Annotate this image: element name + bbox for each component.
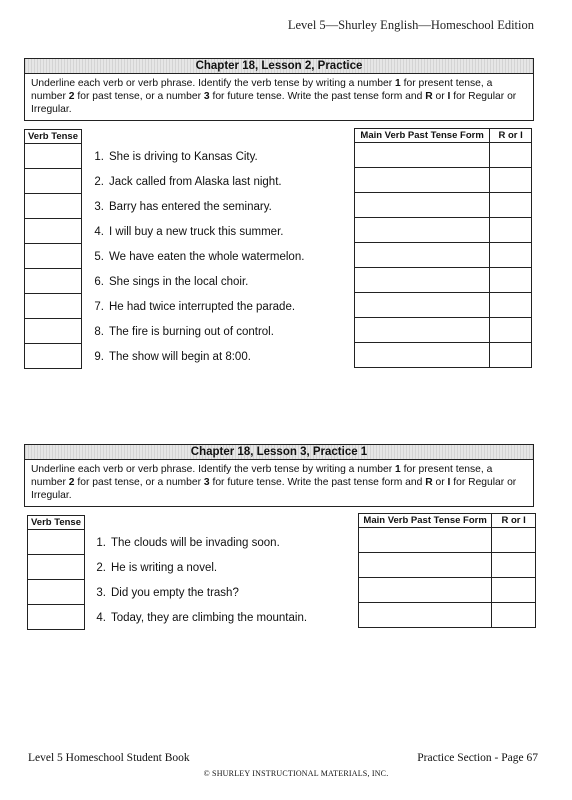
main-verb-cell[interactable] [355,243,490,268]
practice-title: Chapter 18, Lesson 3, Practice 1 [24,444,534,460]
main-verb-cell[interactable] [355,268,490,293]
verb-tense-cell[interactable] [28,580,85,605]
verb-tense-cell[interactable] [25,269,82,294]
footer-page-number: Practice Section - Page 67 [417,752,538,764]
r-or-i-cell[interactable] [490,168,532,193]
list-item: 9. The show will begin at 8:00. [94,350,251,363]
footer-book-title: Level 5 Homeschool Student Book [28,752,190,764]
past-tense-table [358,513,536,628]
r-or-i-cell[interactable] [492,603,536,628]
sentence-list [88,144,304,369]
verb-tense-cell[interactable] [25,169,82,194]
list-item: 5. We have eaten the whole watermelon. [94,250,305,263]
verb-tense-cell[interactable] [28,555,85,580]
verb-tense-cell[interactable] [28,605,85,630]
r-or-i-cell[interactable] [492,528,536,553]
main-verb-header: Main Verb Past Tense Form [359,514,492,528]
list-item: 7. He had twice interrupted the parade. [94,300,296,313]
verb-tense-cell[interactable] [28,530,85,555]
copyright-notice: © SHURLEY INSTRUCTIONAL MATERIALS, INC. [203,769,389,778]
list-item: 4. Today, they are climbing the mountain. [96,611,308,624]
verb-tense-cell[interactable] [25,194,82,219]
practice-instructions: Underline each verb or verb phrase. Identify the verb tense by writing a number 1 for present tense, a number 2 for past tense, or a number 3 for future tense. Write the past tense form and R or I for Regular or Irregular. [24,74,534,121]
main-verb-cell[interactable] [355,193,490,218]
main-verb-header: Main Verb Past Tense Form [355,129,490,143]
main-verb-cell[interactable] [355,343,490,368]
r-or-i-cell[interactable] [490,343,532,368]
r-or-i-header: R or I [492,514,536,528]
practice-instructions: Underline each verb or verb phrase. Identify the verb tense by writing a number 1 for present tense, a number 2 for past tense, or a number 3 for future tense. Write the past tense form and R or I for Regular or Irregular. [24,460,534,507]
verb-tense-cell[interactable] [25,219,82,244]
r-or-i-cell[interactable] [490,143,532,168]
list-item: 6. She sings in the local choir. [94,275,249,288]
list-item: 8. The fire is burning out of control. [94,325,274,338]
past-tense-table [354,128,532,368]
list-item: 1. The clouds will be invading soon. [96,536,280,549]
list-item: 2. He is writing a novel. [96,561,218,574]
main-verb-cell[interactable] [355,218,490,243]
r-or-i-cell[interactable] [490,243,532,268]
main-verb-cell[interactable] [359,553,492,578]
list-item: 3. Barry has entered the seminary. [94,200,272,213]
main-verb-cell[interactable] [355,293,490,318]
main-verb-cell[interactable] [355,143,490,168]
sentence-list [90,530,307,630]
r-or-i-cell[interactable] [490,193,532,218]
r-or-i-cell[interactable] [490,293,532,318]
verb-tense-cell[interactable] [25,319,82,344]
main-verb-cell[interactable] [355,318,490,343]
list-item: 2. Jack called from Alaska last night. [94,175,282,188]
r-or-i-cell[interactable] [492,553,536,578]
r-or-i-header: R or I [490,129,532,143]
verb-tense-cell[interactable] [25,244,82,269]
r-or-i-cell[interactable] [490,318,532,343]
main-verb-cell[interactable] [355,168,490,193]
main-verb-cell[interactable] [359,528,492,553]
running-header: Level 5—Shurley English—Homeschool Edition [287,18,534,32]
verb-tense-header: Verb Tense [25,130,82,144]
list-item: 3. Did you empty the trash? [96,586,239,599]
practice-title: Chapter 18, Lesson 2, Practice [24,58,534,74]
verb-tense-cell[interactable] [25,294,82,319]
verb-tense-header: Verb Tense [28,516,85,530]
r-or-i-cell[interactable] [492,578,536,603]
verb-tense-cell[interactable] [25,344,82,369]
verb-tense-cell[interactable] [25,144,82,169]
main-verb-cell[interactable] [359,578,492,603]
verb-tense-table [24,129,82,369]
practice-section-lesson-3 [24,444,534,644]
list-item: 1. She is driving to Kansas City. [94,150,258,163]
main-verb-cell[interactable] [359,603,492,628]
list-item: 4. I will buy a new truck this summer. [94,225,284,238]
r-or-i-cell[interactable] [490,218,532,243]
practice-section-lesson-2 [24,58,534,378]
r-or-i-cell[interactable] [490,268,532,293]
verb-tense-table [27,515,85,630]
